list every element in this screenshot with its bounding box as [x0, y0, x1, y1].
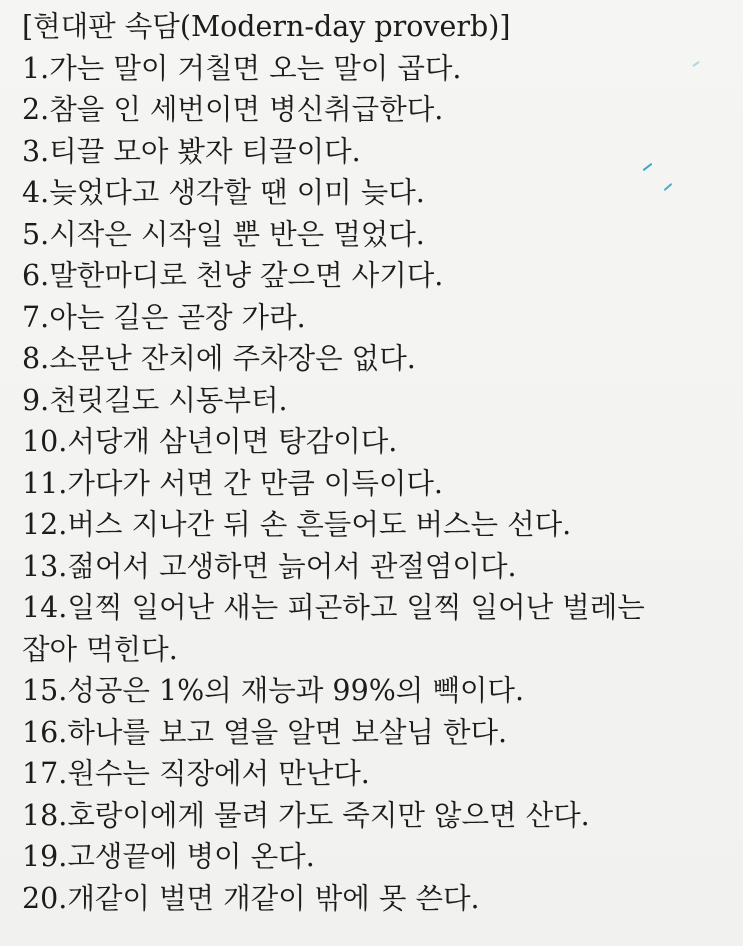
proverb-line-6: 6.말한마디로 천냥 갚으면 사기다.	[22, 259, 444, 292]
proverb-line-18: 18.호랑이에게 물려 가도 죽지만 않으면 산다.	[22, 798, 590, 832]
proverb-line-20: 20.개같이 벌면 개같이 밖에 못 쓴다.	[22, 881, 480, 915]
proverb-line-8: 8.소문난 잔치에 주차장은 없다.	[22, 342, 416, 375]
page-title: [현대판 속담(Modern-day proverb)]	[22, 10, 511, 43]
proverb-line-1: 1.가는 말이 거칠면 오는 말이 곱다.	[22, 51, 462, 85]
proverb-list	[22, 48, 743, 920]
proverb-line-11: 11.가다가 서면 간 만큼 이득이다.	[22, 466, 443, 500]
proverb-line-4: 4.늦었다고 생각할 땐 이미 늦다.	[22, 176, 425, 209]
proverb-line-5: 5.시작은 시작일 뿐 반은 멀었다.	[22, 217, 425, 251]
proverb-line-13: 13.젊어서 고생하면 늙어서 관절염이다.	[22, 549, 517, 583]
proverb-line-9: 9.천릿길도 시동부터.	[22, 383, 288, 417]
proverb-line-12: 12.버스 지나간 뒤 손 흔들어도 버스는 선다.	[22, 508, 572, 541]
proverb-line-10: 10.서당개 삼년이면 탕감이다.	[22, 425, 398, 458]
proverb-line-2: 2.참을 인 세번이면 병신취급한다.	[22, 93, 444, 126]
proverb-line-3: 3.티끌 모아 봤자 티끌이다.	[22, 134, 361, 168]
proverb-line-19: 19.고생끝에 병이 온다.	[22, 840, 315, 873]
proverb-line-17: 17.원수는 직장에서 만난다.	[22, 757, 370, 790]
proverb-line-16: 16.하나를 보고 열을 알면 보살님 한다.	[22, 715, 508, 749]
proverb-line-7: 7.아는 길은 곧장 가라.	[22, 300, 306, 334]
proverb-line-15: 15.성공은 1%의 재능과 99%의 빽이다.	[22, 674, 525, 707]
proverb-line-14b: 잡아 먹힌다.	[22, 632, 178, 666]
proverb-line-14a: 14.일찍 일어난 새는 피곤하고 일찍 일어난 벌레는	[22, 591, 645, 624]
